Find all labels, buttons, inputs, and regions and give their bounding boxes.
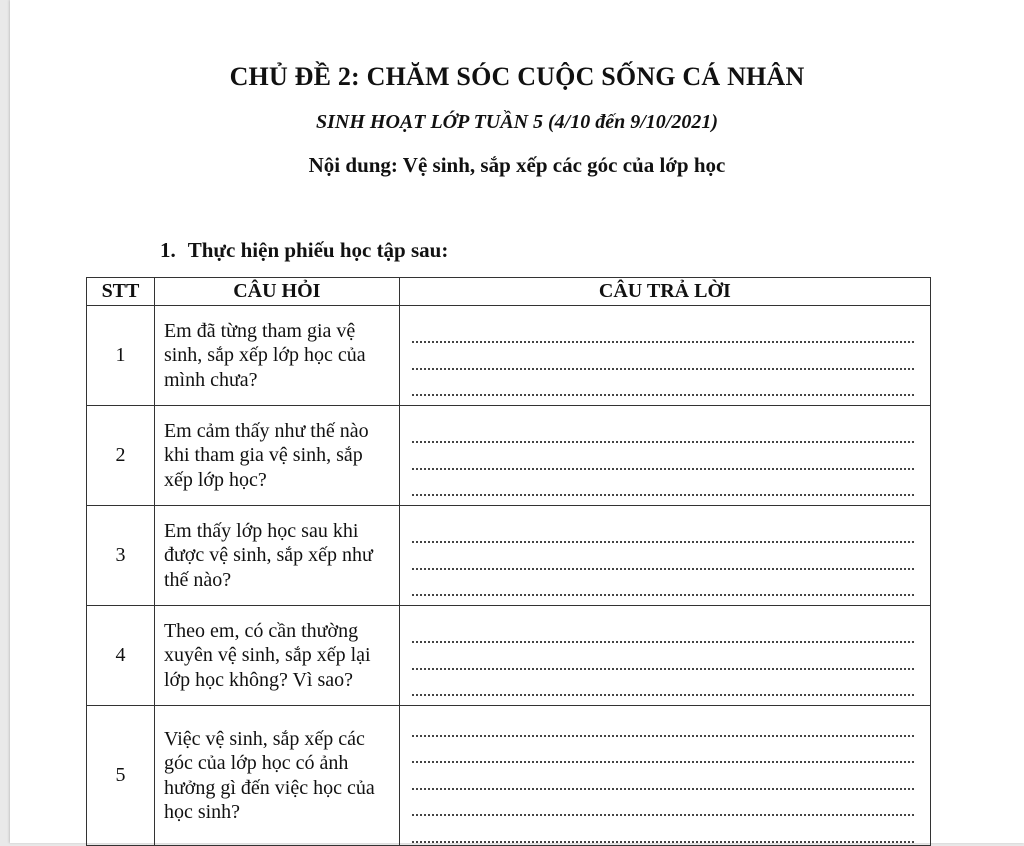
- section-number: 1.: [160, 238, 176, 262]
- question-text: Em thấy lớp học sau khi được vệ sinh, sắp xếp như thế nào?: [154, 506, 399, 606]
- answer-line[interactable]: [412, 570, 914, 597]
- answer-line[interactable]: [412, 370, 914, 397]
- answer-line[interactable]: [412, 710, 914, 737]
- row-number: 5: [87, 706, 155, 846]
- document-title: CHỦ ĐỀ 2: CHĂM SÓC CUỘC SỐNG CÁ NHÂN: [229, 62, 805, 91]
- question-text: Việc vệ sinh, sắp xếp các góc của lớp học có ảnh hưởng gì đến việc học của học sinh?: [154, 706, 399, 846]
- content-description: Nội dung: Vệ sinh, sắp xếp các góc của lớp học: [308, 153, 726, 177]
- row-number: 4: [87, 606, 155, 706]
- row-number: 3: [87, 506, 155, 606]
- answer-line[interactable]: [412, 617, 914, 644]
- answer-line[interactable]: [412, 543, 914, 570]
- answer-area[interactable]: [399, 506, 930, 606]
- question-text: Theo em, có cần thường xuyên vệ sinh, sắp xếp lại lớp học không? Vì sao?: [154, 606, 399, 706]
- row-number: 1: [87, 306, 155, 406]
- header-answer: CÂU TRẢ LỜI: [399, 278, 930, 306]
- question-text: Em đã từng tham gia vệ sinh, sắp xếp lớp học của mình chưa?: [154, 306, 399, 406]
- row-number: 2: [87, 406, 155, 506]
- section-heading: [160, 238, 448, 263]
- table-row: [87, 606, 931, 706]
- table-row: [87, 306, 931, 406]
- answer-area[interactable]: [399, 606, 930, 706]
- document-subtitle: SINH HOẠT LỚP TUẦN 5 (4/10 đến 9/10/2021): [315, 111, 719, 133]
- answer-line[interactable]: [412, 737, 914, 764]
- answer-line[interactable]: [412, 517, 914, 544]
- answer-area[interactable]: [399, 406, 930, 506]
- section-title: Thực hiện phiếu học tập sau:: [187, 238, 449, 262]
- answer-line[interactable]: [412, 670, 914, 697]
- answer-line[interactable]: [412, 790, 914, 817]
- answer-line[interactable]: [412, 816, 914, 843]
- answer-area[interactable]: [399, 706, 930, 846]
- answer-area[interactable]: [399, 306, 930, 406]
- worksheet-table: [86, 277, 931, 846]
- table-header-row: [87, 278, 931, 306]
- header-stt: STT: [87, 278, 155, 306]
- answer-line[interactable]: [412, 317, 914, 344]
- header-question: CÂU HỎI: [154, 278, 399, 306]
- table-row: [87, 706, 931, 846]
- answer-line[interactable]: [412, 417, 914, 444]
- answer-line[interactable]: [412, 763, 914, 790]
- answer-line[interactable]: [412, 343, 914, 370]
- answer-line[interactable]: [412, 470, 914, 497]
- answer-line[interactable]: [412, 643, 914, 670]
- question-text: Em cảm thấy như thế nào khi tham gia vệ sinh, sắp xếp lớp học?: [154, 406, 399, 506]
- table-row: [87, 506, 931, 606]
- answer-line[interactable]: [412, 443, 914, 470]
- table-row: [87, 406, 931, 506]
